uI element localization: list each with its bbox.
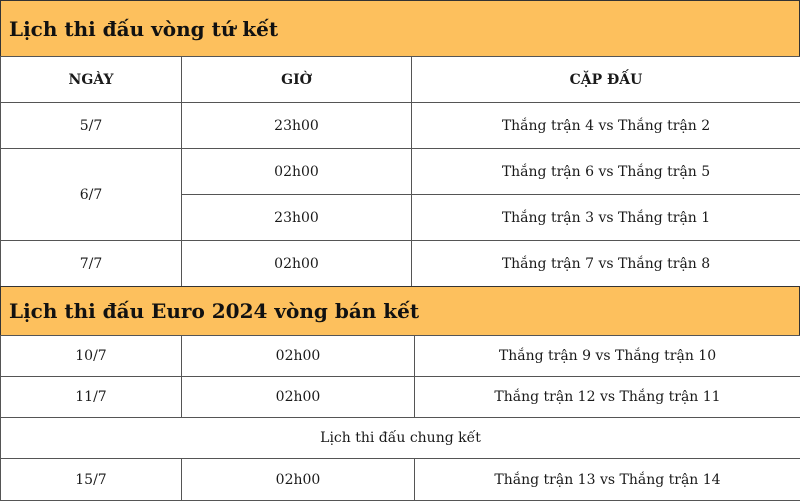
match-cell: Thắng trận 4 vs Thắng trận 2: [412, 103, 800, 149]
time-cell: 02h00: [182, 459, 415, 501]
match-cell: Thắng trận 12 vs Thắng trận 11: [415, 377, 800, 418]
table-row: [1, 459, 800, 501]
header-match: CẶP ĐẤU: [412, 57, 800, 103]
time-cell: 02h00: [182, 377, 415, 418]
quarterfinal-title: Lịch thi đấu vòng tứ kết: [0, 0, 800, 57]
table-row: [1, 336, 800, 377]
match-cell: Thắng trận 3 vs Thắng trận 1: [412, 195, 800, 241]
date-cell: 6/7: [1, 149, 182, 241]
date-cell: 5/7: [1, 103, 182, 149]
table-row: [1, 241, 800, 287]
table-row: [1, 103, 800, 149]
time-cell: 23h00: [182, 103, 412, 149]
semifinal-final-table: [0, 335, 800, 501]
match-cell: Thắng trận 7 vs Thắng trận 8: [412, 241, 800, 287]
date-cell: 15/7: [1, 459, 182, 501]
date-cell: 11/7: [1, 377, 182, 418]
semifinal-title: Lịch thi đấu Euro 2024 vòng bán kết: [0, 286, 800, 336]
date-cell: 10/7: [1, 336, 182, 377]
match-cell: Thắng trận 9 vs Thắng trận 10: [415, 336, 800, 377]
quarterfinal-table: [0, 56, 800, 287]
time-cell: 02h00: [182, 336, 415, 377]
table-row: [1, 377, 800, 418]
match-cell: Thắng trận 13 vs Thắng trận 14: [415, 459, 800, 501]
time-cell: 23h00: [182, 195, 412, 241]
table-row: [1, 149, 800, 195]
header-time: GIỜ: [182, 57, 412, 103]
final-title-row: [1, 418, 800, 459]
header-date: NGÀY: [1, 57, 182, 103]
time-cell: 02h00: [182, 149, 412, 195]
match-cell: Thắng trận 6 vs Thắng trận 5: [412, 149, 800, 195]
final-title: Lịch thi đấu chung kết: [1, 418, 800, 459]
time-cell: 02h00: [182, 241, 412, 287]
date-cell: 7/7: [1, 241, 182, 287]
table-header-row: [1, 57, 800, 103]
